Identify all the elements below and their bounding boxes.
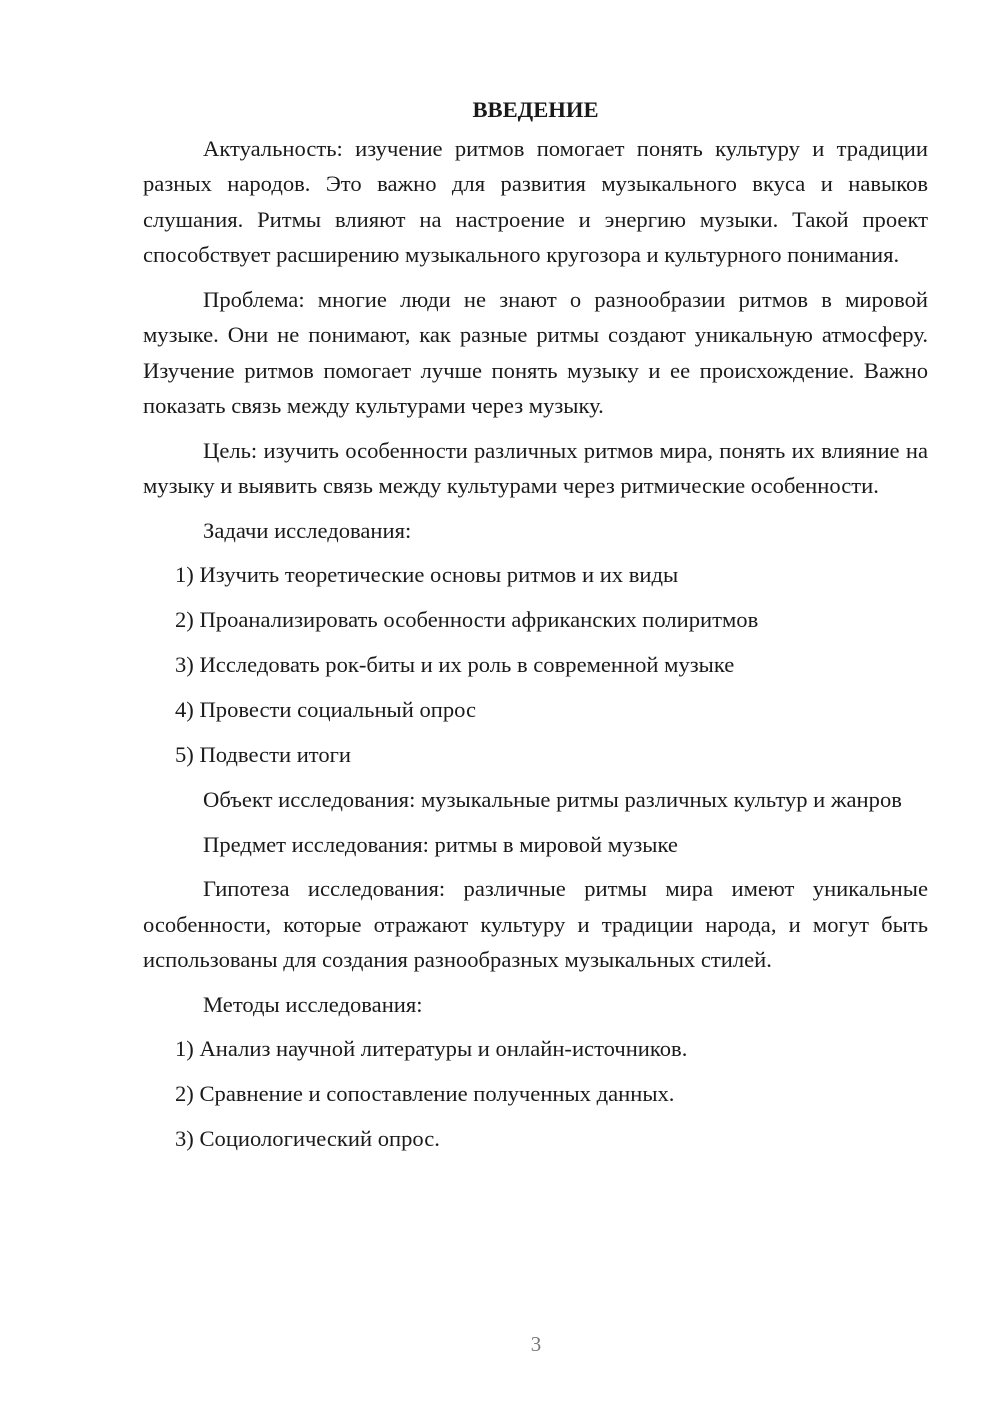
relevance-paragraph: Актуальность: изучение ритмов помогает понять культуру и традиции разных народов. Это важно для развития музыкального вкуса и навыков слушания. Ритмы влияют на настроение и энергию музыки. Такой проект способствует расширению музыкального кругозора и культурного понимания. [143, 135, 928, 267]
tasks-intro: Задачи исследования: [203, 517, 412, 543]
hypothesis-paragraph: Гипотеза исследования: различные ритмы мира имеют уникальные особенности, которые отражают культуру и традиции народа, и могут быть использованы для создания разнообразных музыкальных стилей. [143, 876, 928, 972]
page-number: 3 [530, 1332, 542, 1356]
tasks-list [143, 557, 928, 773]
object-paragraph: Объект исследования: музыкальные ритмы различных культур и жанров [203, 787, 902, 812]
list-item: 1) Анализ научной литературы и онлайн-источников. [175, 1036, 688, 1061]
section-heading: ВВЕДЕНИЕ [472, 97, 599, 122]
list-item: 4) Провести социальный опрос [175, 697, 477, 722]
methods-list [143, 1031, 928, 1157]
subject-paragraph: Предмет исследования: ритмы в мировой музыке [203, 831, 678, 857]
list-item: 5) Подвести итоги [175, 742, 352, 767]
methods-intro: Методы исследования: [203, 991, 423, 1017]
page-content [143, 92, 928, 1166]
list-item: 3) Исследовать рок-биты и их роль в современной музыке [175, 652, 735, 677]
list-item: 2) Сравнение и сопоставление полученных данных. [175, 1081, 675, 1106]
list-item: 1) Изучить теоретические основы ритмов и их виды [175, 562, 679, 587]
list-item: 3) Социологический опрос. [175, 1126, 440, 1151]
goal-paragraph: Цель: изучить особенности различных ритмов мира, понять их влияние на музыку и выявить связь между культурами через ритмические особенности. [143, 437, 928, 498]
problem-paragraph: Проблема: многие люди не знают о разнообразии ритмов в мировой музыке. Они не понимают, как разные ритмы создают уникальную атмосферу. Изучение ритмов помогает лучше понять музыку и ее происхождение. Важно показать связь между культурами через музыку. [143, 286, 928, 418]
list-item: 2) Проанализировать особенности африканских полиритмов [175, 607, 759, 632]
